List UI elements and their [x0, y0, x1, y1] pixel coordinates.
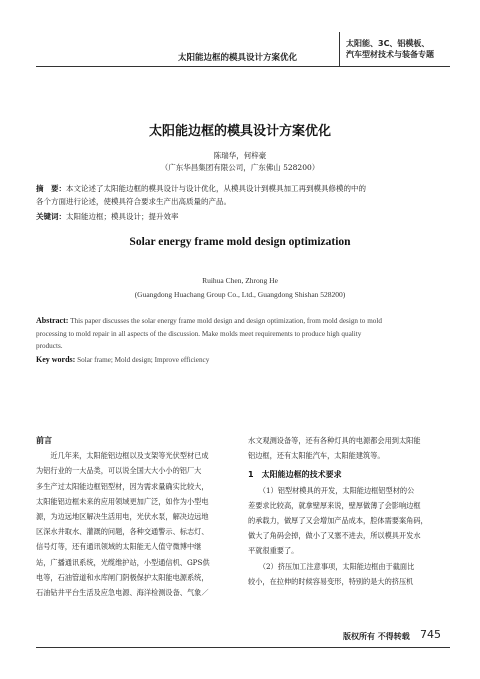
body-line: 信号灯等，还有通讯领域的太阳能无人值守微博中继	[36, 542, 202, 552]
abstract-en-line	[36, 315, 450, 328]
keywords-en	[36, 355, 450, 364]
keywords-en-text: Solar frame; Mold design; Improve efficiency	[77, 356, 210, 364]
column-title	[346, 38, 434, 60]
body-column-right	[248, 433, 450, 589]
section-heading-1: 1 太阳能边框的技术要求	[248, 470, 342, 480]
body-line: 源，为边远地区解决生活用电，光伏水泵，解决边远地	[36, 512, 209, 522]
body-line: 太阳能铝边框未来的应用领域更加广泛，如作为小型电	[36, 496, 209, 506]
section-heading-preface: 前言	[36, 436, 52, 445]
authors-en: Ruihua Chen, Zhrong He	[202, 276, 278, 285]
keywords-cn	[36, 210, 450, 223]
body-line: 水文观测设备等，还有各种灯具的电源都会用到太阳能	[248, 436, 421, 445]
article-title-cn: 太阳能边框的模具设计方案优化	[148, 124, 331, 139]
keywords-cn-text: 太阳能边框；模具设计；提升效率	[66, 212, 179, 221]
abstract-cn-line: 各个方面进行论述，使模具符合要求生产出高质量的产品。	[36, 197, 231, 206]
column-title-line: 太阳能、3C、铝模板、	[346, 39, 430, 48]
body-line: 石油钻井平台生活及应急电源、海洋检测设备、气象／	[36, 588, 209, 598]
abstract-en-label: Abstract:	[36, 316, 69, 325]
column-title-line: 汽车型材技术与装备专题	[346, 50, 434, 59]
affiliation-cn: （广东华昌集团有限公司，广东佛山 528200）	[160, 163, 320, 172]
running-title: 太阳能边框的模具设计方案优化	[178, 53, 298, 63]
copyright-notice: 版权所有 不得转载	[343, 632, 410, 641]
abstract-en-line: processing to mold repair in all aspects of the discussion. Make molds meet requirements to produce high quality	[36, 329, 362, 338]
body-line: （1）铝型材模具的开发，太阳能边框铝型材的公	[248, 485, 415, 495]
body-line: 做大了角码会掉，做小了又塞不进去，所以模具开发水	[248, 531, 421, 541]
page-number: 745	[420, 628, 441, 641]
body-column-left	[36, 433, 241, 600]
affiliation-en: (Guangdong Huachang Group Co., Ltd., Guangdong Shishan 528200)	[134, 290, 346, 299]
body-line: 为铝行业的一大品类，可以说全国大大小小的铝厂大	[36, 466, 202, 476]
body-line: 站，广播通讯系统，光缆维护站，小型通信机、GPS供	[36, 557, 210, 567]
body-line: 平就很重要了。	[248, 546, 299, 556]
body-line: 差要求比较高，就拿壁厚来说，壁厚做薄了会影响边框	[248, 500, 421, 510]
abstract-cn	[36, 182, 450, 208]
article-title-en: Solar energy frame mold design optimization	[129, 236, 351, 248]
body-line: 近几年来，太阳能铝边框以及支架等光伏型材已成	[36, 451, 209, 461]
body-line: （2）挤压加工注意事项，太阳能边框由于截面比	[248, 561, 415, 571]
authors-cn: 陈瑞华，何梓豪	[213, 151, 267, 160]
body-line: 的承载力，做厚了又会增加产品成本，腔体需要案角码，	[248, 516, 428, 526]
body-line: 较小，在拉伸的时候容易变形，特别的是大的挤压机	[248, 576, 414, 586]
body-line: 电等，石油管道和水库闸门阴极保护太阳能电源系统，	[36, 572, 209, 582]
abstract-en-text: This paper discusses the solar energy frame mold design and design optimization, from mold design to mold	[70, 317, 382, 325]
body-line: 区深水井取水、灌溉的问题，各种交通警示、标志灯、	[36, 527, 209, 537]
abstract-cn-text: 本文论述了太阳能边框的模具设计与设计优化，从模具设计到模具加工再到模具修模的中的	[66, 184, 366, 193]
keywords-en-label: Key words:	[36, 355, 76, 364]
abstract-en	[36, 315, 450, 353]
abstract-cn-line	[36, 182, 450, 195]
footer-rule	[36, 647, 450, 648]
abstract-cn-label: 摘 要：	[36, 184, 66, 193]
body-line: 多生产过太阳能边框铝型材，因为需求量确实比较大，	[36, 481, 209, 491]
abstract-en-line: products.	[36, 342, 63, 350]
header-rule	[36, 66, 450, 67]
header-divider	[339, 32, 340, 66]
body-line: 铝边框，还有太阳能汽车，太阳能建筑等。	[248, 451, 385, 461]
keywords-cn-label: 关键词：	[36, 212, 66, 221]
